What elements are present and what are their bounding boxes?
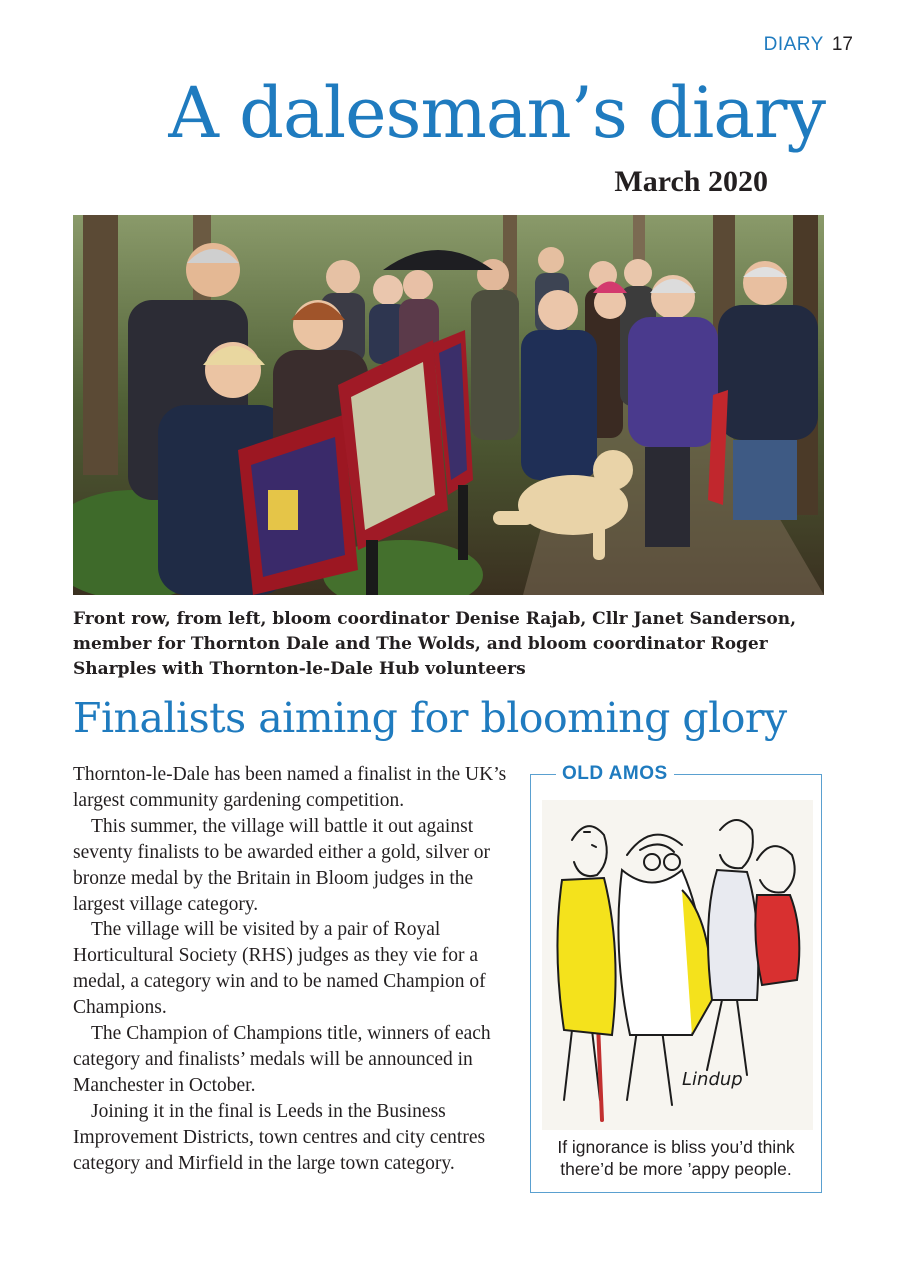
article-paragraph: The Champion of Champions title, winners of each category and finalists’ medals will be announced in Manchester in October. [73,1023,491,1096]
article-headline: Finalists aiming for blooming glory [73,694,787,742]
article-body [73,762,513,1177]
section-label: DIARY [763,34,824,55]
cartoon-caption: If ignorance is bliss you’d think there’d be more ’appy people. [557,1137,795,1179]
cartoonist-signature: Lindup [682,1069,743,1090]
group-photo [73,215,824,595]
page-folio [764,34,853,56]
article-paragraph: Thornton-le-Dale has been named a finalist in the UK’s largest community gardening competition. [73,764,507,811]
article-paragraph: The village will be visited by a pair of Royal Horticultural Society (RHS) judges as they vie for a medal, a category win and to be named Champion of Champions. [73,919,486,1019]
article-paragraph: This summer, the village will battle it out against seventy finalists to be awarded either a gold, silver or bronze medal by the Britain in Bloom judges in the largest village category. [73,815,490,915]
article-paragraph: Joining it in the final is Leeds in the Business Improvement Districts, town centres and city centres category and Mirfield in the large town category. [73,1100,486,1174]
cartoon-box-label: OLD AMOS [556,763,674,785]
page-title: A dalesman’s diary [168,72,825,154]
cartoon-illustration [542,800,813,1130]
group-photo-illustration [73,215,824,595]
cartoon-drawing [542,800,813,1130]
issue-date: March 2020 [614,165,768,198]
page-number: 17 [831,34,853,55]
photo-caption: Front row, from left, bloom coordinator Denise Rajab, Cllr Janet Sanderson, member for Thornton Dale and The Wolds, and bloom coordinator Roger Sharples with Thornton-le-Dale Hub volunteers [73,609,796,679]
